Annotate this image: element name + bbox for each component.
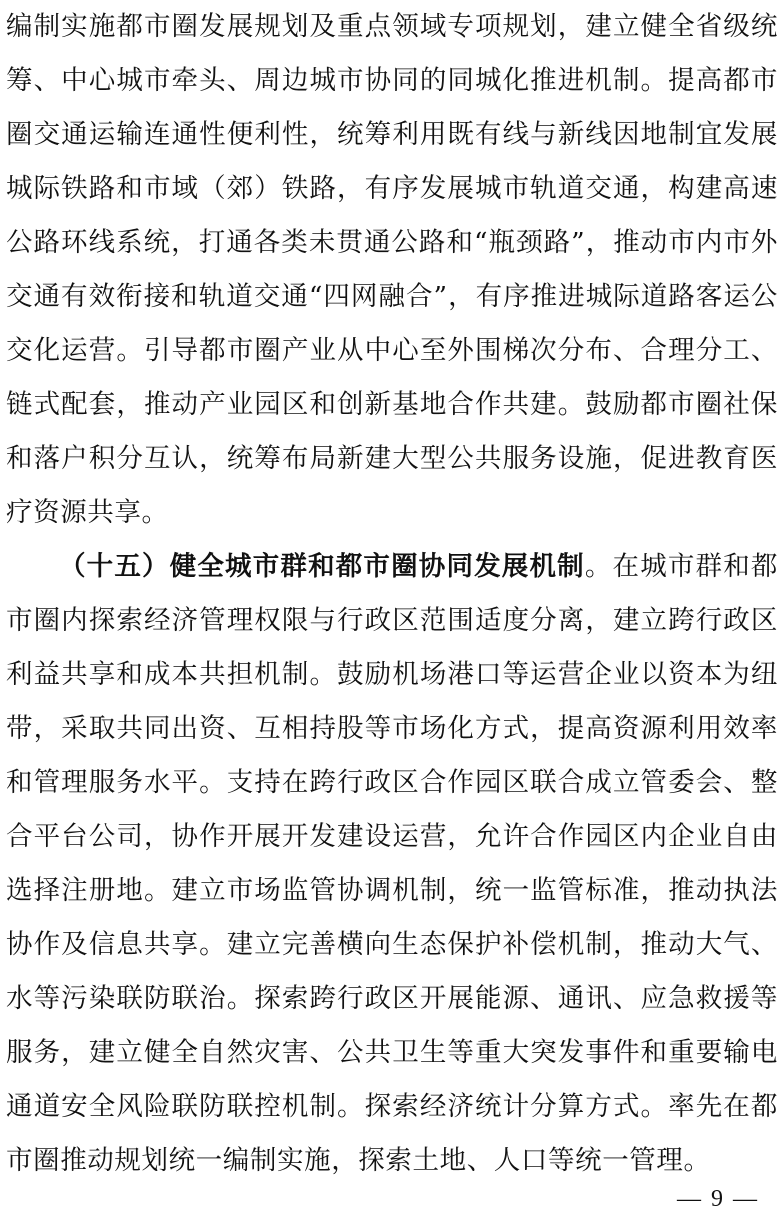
section-body: 。在城市群和都市圈内探索经济管理权限与行政区范围适度分离，建立跨行政区利益共享和成本共担机制。鼓励机场港口等运营企业以资本为纽带，采取共同出资、互相持股等市场化方式，提高资源利用效率和管理服务水平。支持在跨行政区合作园区联合成立管委会、整合平台公司，协作开展开发建设运营，允许合作园区内企业自由选择注册地。建立市场监管协调机制，统一监管标准，推动执法协作及信息共享。建立完善横向生态保护补偿机制，推动大气、水等污染联防联治。探索跨行政区开展能源、通讯、应急救援等服务，建立健全自然灾害、公共卫生等重大突发事件和重要输电通道安全风险联防联控机制。探索经济统计分算方式。率先在都市圈推动规划统一编制实施，探索土地、人口等统一管理。 — [6, 551, 778, 1176]
paragraph-continued: 编制实施都市圈发展规划及重点领域专项规划，建立健全省级统筹、中心城市牵头、周边城市协同的同城化推进机制。提高都市圈交通运输连通性便利性，统筹利用既有线与新线因地制宜发展城际铁路和市域（郊）铁路，有序发展城市轨道交通，构建高速公路环线系统，打通各类未贯通公路和“瓶颈路”，推动市内市外交通有效衔接和轨道交通“四网融合”，有序推进城际道路客运公交化运营。引导都市圈产业从中心至外围梯次分布、合理分工、链式配套，推动产业园区和创新基地合作共建。鼓励都市圈社保和落户积分互认，统筹布局新建大型公共服务设施，促进教育医疗资源共享。 — [6, 11, 778, 528]
paragraph-section-15 — [6, 540, 778, 1188]
document-page — [6, 0, 778, 1188]
section-heading: （十五）健全城市群和都市圈协同发展机制 — [59, 551, 585, 582]
page-number: — 9 — — [677, 1186, 759, 1212]
